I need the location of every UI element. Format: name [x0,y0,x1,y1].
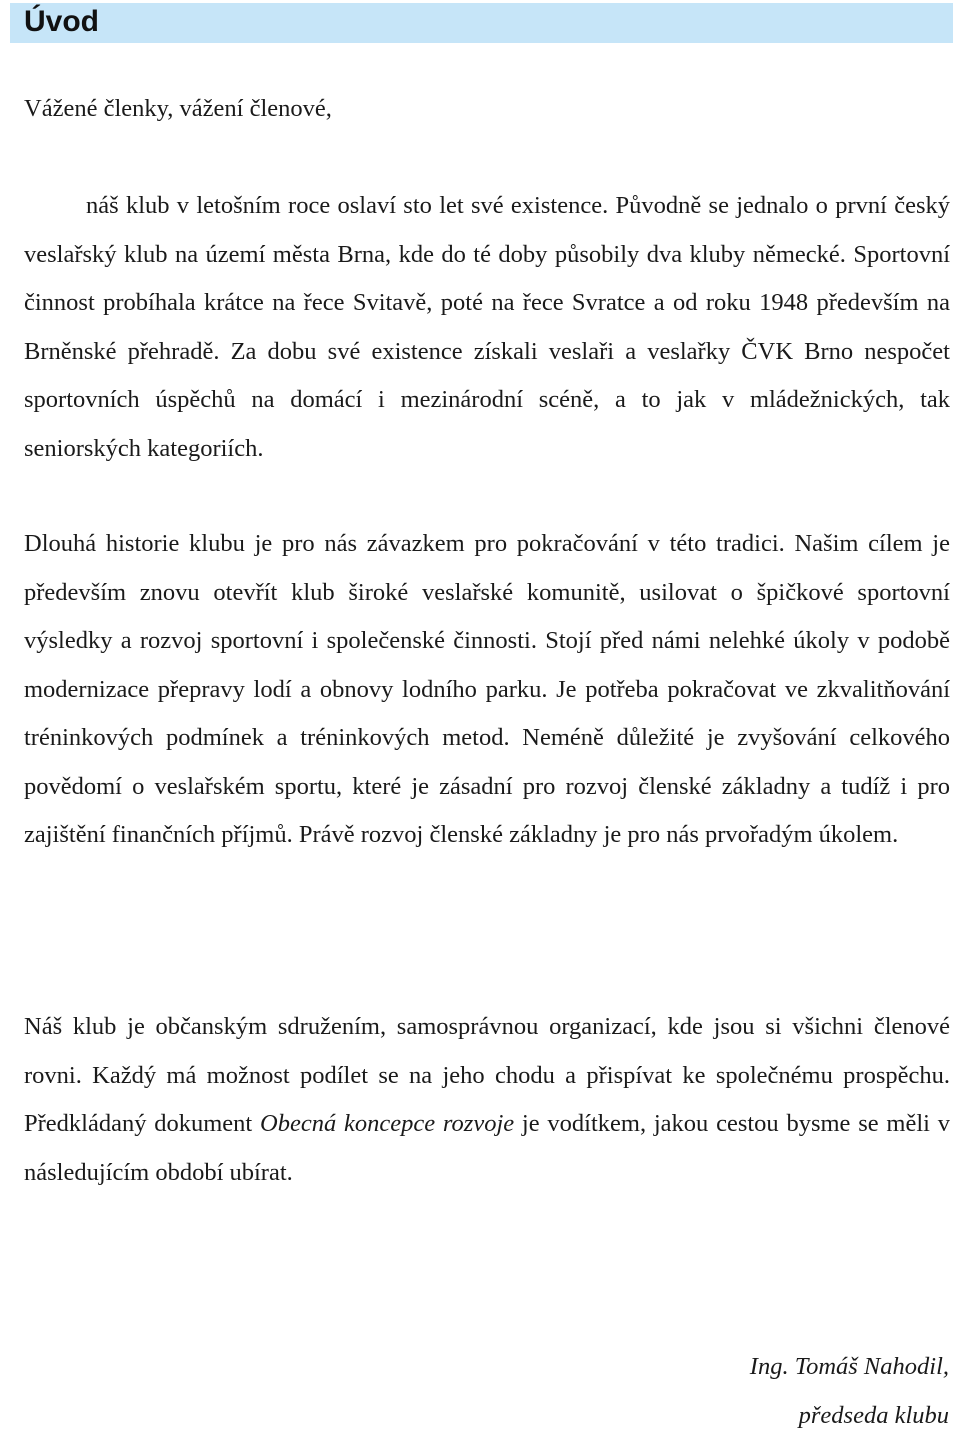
heading-bar [10,3,953,43]
salutation: Vážené členky, vážení členové, [24,85,950,134]
paragraph-organization-text-after: je vodítkem, jakou cestou bysme se měli v následujícím období ubírat. [24,1110,950,1186]
document-title-reference: Obecná koncepce rozvoje [260,1110,514,1137]
paragraph-organization [24,1003,950,1197]
page-title: Úvod [24,2,99,42]
paragraph-goals: Dlouhá historie klubu je pro nás závazkem pro pokračování v této tradici. Našim cílem je především znovu otevřít klub široké veslařské komunitě, usilovat o špičkové sportovní výsledky a rozvoj sportovní i společenské činnosti. Stojí před námi nelehké úkoly v podobě modernizace přepravy lodí a obnovy lodního parku. Je potřeba pokračovat ve zkvalitňování tréninkových podmínek a tréninkových metod. Neméně důležité je zvyšování celkového povědomí o veslařském sportu, které je zásadní pro rozvoj členské základny a tudíž i pro zajištění finančních příjmů. Právě rozvoj členské základny je pro nás prvořadým úkolem. [24,520,950,860]
signature-role: předseda klubu [750,1392,949,1440]
signature-block [750,1343,949,1440]
paragraph-organization-text-before: Náš klub je občanským sdružením, samosprávnou organizací, kde jsou si všichni členové rovni. Každý má možnost podílet se na jeho chodu a přispívat ke společnému prospěchu. Předkládaný dokument [24,1013,950,1137]
paragraph-history: náš klub v letošním roce oslaví sto let své existence. Původně se jednalo o první český veslařský klub na území města Brna, kde do té doby působily dva kluby německé. Sportovní činnost probíhala krátce na řece Svitavě, poté na řece Svratce a od roku 1948 především na Brněnské přehradě. Za dobu své existence získali veslaři a veslařky ČVK Brno nespočet sportovních úspěchů na domácí i mezinárodní scéně, a to jak v mládežnických, tak seniorských kategoriích. [24,182,950,473]
signature-name: Ing. Tomáš Nahodil, [750,1343,949,1392]
